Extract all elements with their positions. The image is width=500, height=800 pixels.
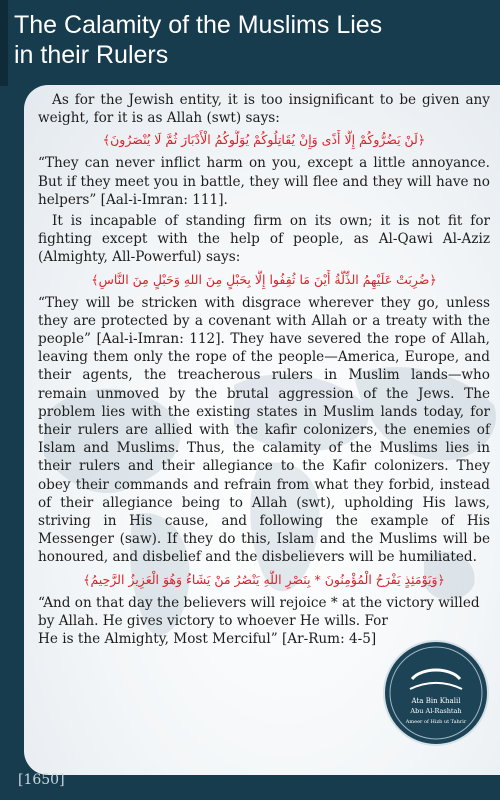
- seal-line-1: Ata Bin Khalil: [411, 697, 461, 705]
- paragraph-intro: As for the Jewish entity, it is too insignificant to be given any weight, for it is as Allah (swt) says:: [38, 92, 490, 127]
- quote-translation-2: “They will be stricken with disgrace wherever they go, unless they are protected by a covenant with Allah or a treaty with the people” [Aal-i-Imran: 112]. They have severed the rope of Allah, leaving them only the rope of the people—America, Europe, and their agents, the treacherous rulers in Muslim lands—who remain unmoved by the brutal aggression of the Jews. The problem lies with the existing states in Muslim lands today, for their rulers are allied with the kafir colonizers, the enemies of Islam and Muslims. Thus, the calamity of the Muslims lies in their rulers and their allegiance to the Kafir colonizers. They obey their commands and refrain from what they forbid, instead of their allegiance being to Allah (swt), upholding His laws, striving in His cause, and following the example of His Messenger (saw). If they do this, Islam and the Muslims will be honoured, and disbelief and the disbelievers will be humiliated.: [38, 294, 490, 566]
- page-title: [14, 10, 484, 70]
- quote-3-line-1: “And on that day the believers will rejoice * at the victory willed by Allah. He gives victory to whoever He wills. For: [38, 594, 480, 629]
- article-panel: [24, 85, 500, 775]
- arabic-verse-3: ﴿وَيَوْمَئِذٍ يَفْرَحُ الْمُؤْمِنُونَ * بِنَصْرِ اللَّهِ يَنْصُرُ مَنْ يَشَاءُ وَهُوَ الْعَزِيزُ الرَّحِيمُ﴾: [83, 571, 445, 587]
- quote-3-line-2: He is the Almighty, Most Merciful” [Ar-Rum: 4-5]: [38, 631, 377, 648]
- issue-number: [1650]: [18, 772, 65, 788]
- signature-seal: [382, 639, 490, 747]
- title-line-2: in their Rulers: [14, 41, 169, 69]
- quote-translation-1: “They can never inflict harm on you, except a little annoyance. But if they meet you in battle, they will flee and they will have no helpers” [Aal-i-Imran: 111].: [38, 155, 490, 208]
- article-body: [38, 91, 490, 651]
- seal-line-2: Abu Al-Rashtah: [410, 707, 462, 715]
- title-line-1: The Calamity of the Muslims Lies: [14, 11, 383, 39]
- arabic-verse-2: ﴿ضُرِبَتْ عَلَيْهِمُ الذِّلَّةُ أَيْنَ مَا ثُقِفُوا إِلَّا بِحَبْلٍ مِنَ اللهِ وَحَبْلٍ مِنَ النَّاسِ﴾: [91, 271, 437, 287]
- arabic-verse-1: ﴿لَنْ يَضُرُّوكُمْ إِلَّا أَذًى وَإِنْ يُقَاتِلُوكُمْ يُوَلُّوكُمُ الْأَدْبَارَ ثُمَّ لَا يُنْصَرُونَ﴾: [102, 132, 426, 148]
- seal-line-3: Ameer of Hizb ut Tahrir: [405, 719, 467, 725]
- paragraph-2: It is incapable of standing firm on its own; it is not fit for fighting except with the help of people, as Al-Qawi Al-Aziz (Almighty, All-Powerful) says:: [38, 213, 490, 266]
- header-bar: [0, 0, 500, 86]
- header-accent-strip: [0, 0, 8, 86]
